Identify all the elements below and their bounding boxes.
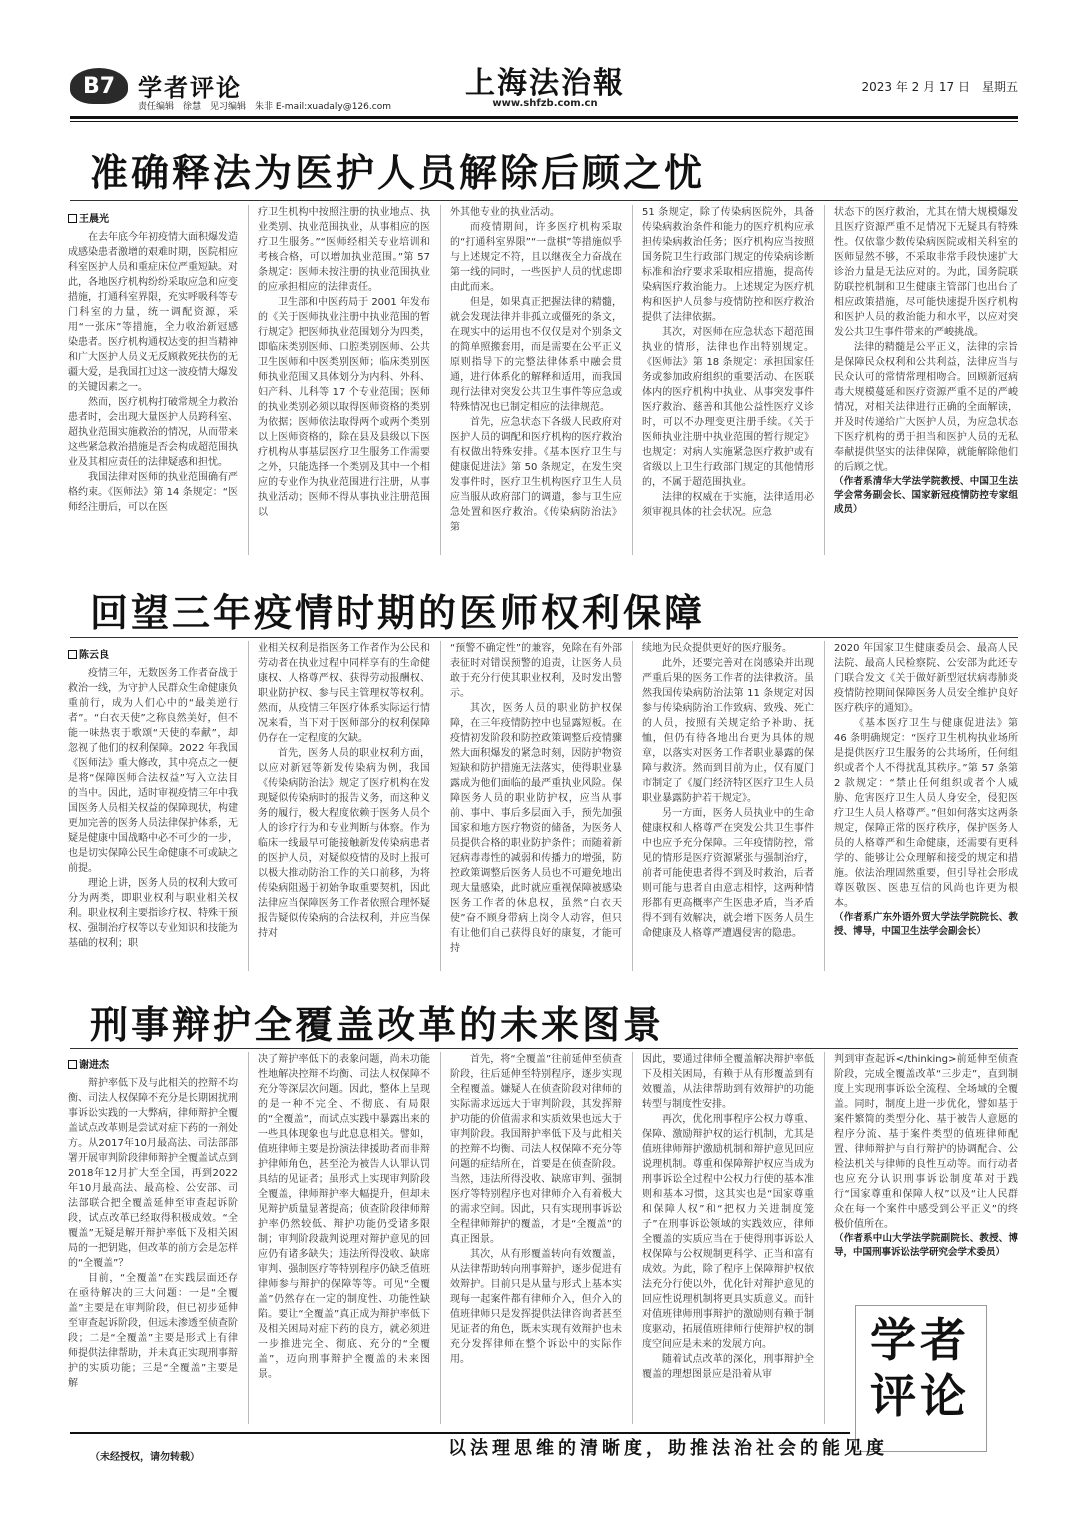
column-divider — [632, 641, 633, 971]
paragraph: 决了辩护率低下的表象问题，尚未功能性地解决控辩不均衡、司法人权保障不充分等深层次问题。因此，整体上呈现的是一种不完全、不彻底、有局限的“全覆盖”，而试点实践中暴露出来的一些具体现象也与此息息相关。譬如，值班律师主要是扮演法律援助者而非辩护律师角色，甚至沦为被告人认罪认罚具结的见证者；虽形式上实现审判阶段全覆盖，律师辩护率大幅提升，但却未见辩护质量显著提高；侦查阶段律师辩护率仍然较低、辩护功能仍受诸多限制；审判阶段裁判说理对辩护意见的回应仍有诸多缺失；违法所得没收、缺席审判、强制医疗等特别程序仍缺乏值班律师参与辩护的保障等等。可见“全覆盖”仍然存在一定的制度性、功能性缺陷。要让“全覆盖”真正成为辩护率低下及相关困局对症下药的良方，就必须进一步推进完全、彻底、充分的“全覆盖”，迈向刑事辩护全覆盖的未来图景。 — [258, 1054, 430, 1380]
section-title: 学者评论 — [138, 74, 242, 102]
article-1-column-3 — [450, 205, 622, 560]
paragraph: 《基本医疗卫生与健康促进法》第 46 条明确规定：“医疗卫生机构执业场所是提供医疗卫生服务的公共场所，任何组织或者个人不得扰乱其秩序。”第 57 条第 2 款规定：“禁止任何组织或者个人威胁、危害医疗卫生人员人身安全，侵犯医疗卫生人员人格尊严。”但如何落实这两条规定，保障正常的医疗秩序，保护医务人员的人格尊严和生命健康，还需要有更科学的、能够让公众理解和接受的规定和措施。依法治理固然重要，但引导社会形成尊医敬医、医患互信的风尚也许更为根本。 — [834, 718, 1018, 909]
article-2-column-3 — [450, 641, 622, 976]
article-2-author: 陈云良 — [68, 646, 109, 661]
article-3-column-4 — [642, 1052, 814, 1424]
copyright-notice: （未经授权，请勿转载） — [90, 1452, 200, 1463]
paragraph: 随着试点改革的深化，刑事辩护全覆盖的理想图景应是沿着从审 — [642, 1354, 814, 1380]
paragraph: 业相关权利是指医务工作者作为公民和劳动者在执业过程中同样享有的生命健康权、人格尊严权、获得劳动报酬权、职业防护权、参与民主管理权等权利。然而，从疫情三年医疗体系实际运行情况来看，当下对于医师部分的权利保障仍存在一定程度的欠缺。 — [258, 643, 430, 744]
editors-line: 责任编辑 徐慧 见习编辑 朱非 E-mail:xuadaly@126.com — [138, 102, 391, 112]
author-note: （作者系中山大学法学院副院长、教授、博导，中国刑事诉讼法学研究会学术委员） — [834, 1233, 1018, 1258]
paragraph: 2020 年国家卫生健康委员会、最高人民法院、最高人民检察院、公安部为此还专门联合发文《关于做好新型冠状病毒肺炎疫情防控期间保障医务人员安全维护良好医疗秩序的通知》。 — [834, 643, 1018, 714]
paragraph: 再次，优化刑事程序公权力尊重、保障、激励辩护权的运行机制，尤其是值班律师辩护激励机制和辩护意见回应说理机制。尊重和保障辩护权应当成为刑事诉讼全过程中公权力行使的基本准则和基本习惯，这其实也是“国家尊重和保障人权”和“把权力关进制度笼子”在刑事诉讼领域的实践效应，律师全覆盖的实质应当在于使得刑事诉讼人权保障与公权规制更科学、正当和富有成效。为此，除了程序上保障辩护权依法充分行使以外，优化针对辩护意见的回应性说理机制将更具实质意义。而针对值班律师刑事辩护的激励则有赖于制度驱动，拓展值班律师行使辩护权的制度空间应是未来的发展方向。 — [642, 1114, 814, 1350]
column-divider — [440, 205, 441, 555]
article-2-column-2 — [258, 641, 430, 976]
paragraph: “预警不确定性”的兼容，免除在有外部表征时对错误预警的追责，让医务人员敢于充分行使其职业权利，及时发出警示。 — [450, 643, 622, 699]
article-1-separator — [70, 200, 1018, 201]
website-url: www.shfzb.com.cn — [492, 98, 598, 109]
paragraph: 在去年底今年初疫情大面积爆发造成感染患者激增的艰难时期，医院相应科室医护人员和重症床位严重短缺。对此，各地医疗机构纷纷采取应急和应变措施，打通科室界限，充实呼吸科等专门科室的力量，统一调配资源，采用“一张床”等措施，全力收治新冠感染患者。医疗机构通权达变的担当精神和广大医护人员义无反顾救死扶伤的无疆大爱，是我国扛过这一波疫情大爆发的关键因素之一。 — [68, 232, 238, 393]
column-divider — [248, 641, 249, 971]
paragraph: 法律的精髓是公平正义，法律的宗旨是保障民众权利和公共利益，法律应当与民众认可的常情常理相吻合。回顾新冠病毒大规模蔓延和医疗资源严重不足的严峻情况，对相关法律进行正确的全面解读，并及时传递给广大医护人员，为应急状态下医疗机构的勇于担当和医护人员的无私奉献提供坚实的法律保障，就能解除他们的后顾之忧。 — [834, 342, 1018, 473]
column-divider — [632, 1052, 633, 1424]
paragraph: 卫生部和中医药局于 2001 年发布的《关于医师执业注册中执业范围的暂行规定》把医师执业范围划分为四类，即临床类别医师、口腔类别医师、公共卫生医师和中医类别医师；临床类别医师执业范围又具体划分为内科、外科、妇产科、儿科等 17 个专业范围；医师的执业类别必须以取得医师资格的类别为依据；医师依法取得两个或两个类别以上医师资格的，除在县及县级以下医疗机构从事基层医疗卫生服务工作需要之外，只能选择一个类别及其中一个相应的专业作为执业范围进行注册，从事执业活动；医师不得从事执业注册范围以 — [258, 297, 430, 518]
column-divider — [824, 641, 825, 971]
column-divider — [824, 1052, 825, 1424]
article-2-separator — [70, 637, 1018, 638]
column-divider — [440, 641, 441, 971]
masthead-logo: 上海法治報 — [465, 66, 625, 101]
paragraph: 另一方面，医务人员执业中的生命健康权和人格尊严在突发公共卫生事件中也应予充分保障。三年疫情防控，常见的情形是医疗资源紧张与强制治疗，前者可能使患者得不到及时救治，后者则可能与患者自由意志相悖，这两种情形都有更高概率产生医患矛盾，当矛盾得不到有效解决，就会增下医务人员生命健康及人格尊严遭遇侵害的隐患。 — [642, 808, 814, 939]
article-3-title: 刑事辩护全覆盖改革的未来图景 — [90, 1002, 665, 1047]
article-2-column-4 — [642, 641, 814, 976]
paragraph: 疫情三年，无数医务工作者奋战于救治一线，为守护人民群众生命健康负重前行，成为人们心中的“最美逆行者”。“白衣天使”之称良然美好，但不能一味热衷于歌颂“天使的奉献”，却忽视了他们的权利保障。2022 年我国《医师法》重大修改，其中亮点之一便是将“保障医师合法权益”写入立法目的当中。因此，适时审视疫情三年中我国医务人员相关权益的保障现状，构建更加完善的医务人员法律保护体系，无疑是健康中国战略中必不可少的一步，也是切实保障公民生命健康不可或缺之前提。 — [68, 668, 238, 874]
column-divider — [632, 205, 633, 555]
paragraph: 法律的权威在于实施，法律适用必须审视具体的社会状况。应急 — [642, 492, 814, 518]
article-3-author: 谢进杰 — [68, 1056, 109, 1071]
column-divider — [248, 1052, 249, 1424]
paragraph: 疗卫生机构中按照注册的执业地点、执业类别、执业范围执业，从事相应的医疗卫生服务。”“医师经相关专业培训和考核合格，可以增加执业范围。”第 57 条规定：医师未按注册的执业范围执业的应承担相应的法律责任。 — [258, 207, 430, 293]
article-1-column-2 — [258, 205, 430, 560]
article-3-column-1 — [68, 1076, 238, 1424]
paragraph: 续地为民众提供更好的医疗服务。 — [642, 643, 792, 654]
paragraph: 辩护率低下及与此相关的控辩不均衡、司法人权保障不充分是长期困扰刑事诉讼实践的一大弊病，律师辩护全覆盖试点改革则是尝试对症下药的一剂处方。从2017年10月最高法、司法部部署开展审判阶段律师辩护全覆盖试点到2018年12月扩大至全国，再到2022年10月最高法、最高检、公安部、司法部联合把全覆盖延伸至审查起诉阶段，试点改革已经取得积极成效。“全覆盖”无疑是解开辩护率低下及相关困局的一把钥匙，但改革的前方会是怎样的“全覆盖”？ — [68, 1078, 238, 1269]
paragraph: 理论上讲，医务人员的权利大致可分为两类，即职业权利与职业相关权利。职业权利主要指诊疗权、特殊干预权、强制治疗权等以专业知识和技能为基础的权利；职 — [68, 878, 238, 949]
paragraph: 其次，从有形覆盖转向有效覆盖，从法律帮助转向刑事辩护，逐步促进有效辩护。目前只是从量与形式上基本实现每一起案件都有律师介入，但介入的值班律师只是发挥提供法律咨询者甚至见证者的角色，既未实现有效辩护也未充分发挥律师在整个诉讼中的实际作用。 — [450, 1249, 622, 1365]
article-3-column-2 — [258, 1052, 430, 1424]
paragraph: 状态下的医疗救治，尤其在情大规模爆发且医疗资源严重不足情况下无疑具有特殊性。仅依靠少数传染病医院或相关科室的医师显然不够，不采取非常手段快速扩大诊治力量是无法应对的。为此，国务院联防联控机制和卫生健康主管部门也出台了相应政策措施，尽可能快速提升医疗机构和医护人员的救治能力和水平，以应对突发公共卫生事件带来的严峻挑战。 — [834, 207, 1018, 338]
article-1-author: 王晨光 — [68, 210, 109, 225]
paragraph: 其次，对医师在应急状态下超范围执业的情形，法律也作出特别规定。《医师法》第 18 条规定：承担国家任务或参加政府组织的重要活动、在医联体内的医疗机构中执业、从事突发事件医疗救治、慈善和其他公益性医疗义诊时，可以不办理变更注册手续。《关于医师执业注册中执业范围的暂行规定》也规定：对病人实施紧急医疗救护或有省级以上卫生行政部门规定的其他情形的，不属于超范围执业。 — [642, 327, 814, 488]
article-2-title: 回望三年疫情时期的医师权利保障 — [90, 590, 706, 635]
column-divider — [824, 205, 825, 555]
header-rule — [70, 116, 1018, 119]
paragraph: 首先，应急状态下各级人民政府对医护人员的调配和医疗机构的医疗救治有权做出特殊安排。《基本医疗卫生与健康促进法》第 50 条规定，在发生突发事件时，医疗卫生机构医疗卫生人员应当服从政府部门的调遣，参与卫生应急处置和医疗救治。《传染病防治法》第 — [450, 417, 622, 533]
header-rule-thin — [70, 121, 1018, 122]
paragraph: 判到审查起诉</thinking>前延伸至侦查阶段，完成全覆盖改革“三步走”，直到制度上实现刑事诉讼全流程、全场域的全覆盖。同时，制度上进一步优化，譬如基于案件繁简的类型分化、基于被告人意愿的程序分流、基于案件类型的值班律师配置、律师辩护与自行辩护的协调配合、公检法机关与律师的良性互动等。而行动者也应充分认识刑事诉讼制度革对于践行“国家尊重和保障人权”以及“让人民群众在每一个案件中感受到公平正义”的终极价值所在。 — [834, 1054, 1018, 1230]
paragraph: 而疫情期间，许多医疗机构采取的“打通科室界限”“一盘棋”等措施似乎与上述规定不符，且以继夜全力奋战在第一线的同时，一些医护人员的忧虑即由此而来。 — [450, 222, 622, 293]
paragraph: 我国法律对医师的执业范围确有严格约束。《医师法》第 14 条规定：“医师经注册后，可以在医 — [68, 472, 238, 513]
issue-date: 2023 年 2 月 17 日 星期五 — [861, 80, 1018, 94]
paragraph: 然而，医疗机构打破常规全力救治患者时，会出现大量医护人员跨科室、超执业范围实施救治的情况，从而带来这些紧急救治措施是否会构成超范围执业及其相应责任的法律疑惑和担忧。 — [68, 397, 238, 468]
article-3-column-3 — [450, 1052, 622, 1424]
paragraph: 首先，医务人员的职业权利方面，以应对新冠等新发传染病为例，我国《传染病防治法》规定了医疗机构在发现疑似传染病时的报告义务，而这种义务的履行，极大程度依赖于医务人员个人的诊疗行为和专业判断与体察。作为临床一线最早可能接触新发传染病患者的医护人员，对疑似疫情的及时上报可以极大推动防治工作的关口前移，为将传染病阻遏于初始争取重要契机，因此法律应当保障医务工作者依照合理怀疑报告疑似传染病的合法权利，并应当保持对 — [258, 748, 430, 939]
paragraph: 首先，将“全覆盖”往前延伸至侦查阶段，往后延伸至特别程序，逐步实现全程覆盖。嫌疑人在侦查阶段对律师的实际需求远远大于审判阶段，其发挥辩护功能的价值需求和实质效果也远大于审判阶段。我国辩护率低下及与此相关的控辩不均衡、司法人权保障不充分等问题的症结所在，首要是在侦查阶段。当然，违法所得没收、缺席审判、强制医疗等特别程序也对律师介入有着极大的需求空间。因此，只有实现刑事诉讼全程律师辩护的覆盖，才是“全覆盖”的真正图景。 — [450, 1054, 622, 1245]
article-1-column-4 — [642, 205, 814, 560]
article-2-column-5 — [834, 641, 1018, 976]
paragraph: 其次，医务人员的职业防护权保障，在三年疫情防控中也显露短板。在疫情初发阶段和防控政策调整后疫情骤然大面积爆发的紧急时刻，因防护物资短缺和防护措施无法落实，使得职业暴露成为他们面临的最严重执业风险。保障医务人员的职业防护权，应当从事前、事中、事后多层面入手，预先加强国家和地方医疗物资的储备，为医务人员提供合格的职业防护条件；而随着新冠病毒毒性的减弱和传播力的增强，防控政策调整后医务人员也不可避免地出现大量感染，此时就应重视保障被感染医务工作者的休息权，虽然“白衣天使”奋不顾身带病上岗令人动容，但只有让他们自己获得良好的康复，才能可持 — [450, 703, 622, 954]
article-3-separator — [70, 1048, 1018, 1049]
column-divider — [440, 1052, 441, 1424]
paragraph: 51 条规定，除了传染病医院外，具备传染病救治条件和能力的医疗机构应承担传染病救治任务；医疗机构应当按照国务院卫生行政部门规定的传染病诊断标准和治疗要求采取相应措施，提高传染病医疗救治能力。上述规定为医疗机构和医护人员参与疫情防控和医疗救治提供了法律依据。 — [642, 207, 814, 323]
column-stamp-text: 学者评论 — [870, 1313, 970, 1423]
paragraph: 因此，要通过律师全覆盖解决辩护率低下及相关困局，有赖于从有形覆盖到有效覆盖，从法律帮助到有效辩护的功能转型与制度性安排。 — [642, 1054, 814, 1110]
author-note: （作者系广东外语外贸大学法学院院长、教授、博导，中国卫生法学会副会长） — [834, 912, 1018, 937]
footer-slogan: 以法理思维的清晰度，助推法治社会的能见度 — [448, 1438, 888, 1459]
article-1-column-5 — [834, 205, 1018, 560]
column-divider — [248, 205, 249, 555]
article-3-column-5 — [834, 1052, 1018, 1298]
article-1-title: 准确释法为医护人员解除后顾之忧 — [90, 150, 706, 195]
paragraph: 但是，如果真正把握法律的精髓，就会发现法律并非孤立或僵死的条文，在现实中的运用也不仅仅是对个别条文的简单照搬套用，而是需要在公平正义原则指导下的完整法律体系中融会贯通，进行体系化的解释和适用，而我国现行法律对突发公共卫生事件等应急或特殊情况也已制定相应的法律规范。 — [450, 297, 622, 413]
paragraph: 目前，“全覆盖”在实践层面还存在亟待解决的三大问题：一是“全覆盖”主要是在审判阶段，但已初步延伸至审查起诉阶段，但远未渗透至侦查阶段；二是“全覆盖”主要是形式上有律师提供法律帮助，并未真正实现刑事辩护的实质功能；三是“全覆盖”主要是解 — [68, 1273, 238, 1389]
paragraph: 此外，还要完善对在岗感染并出现严重后果的医务工作者的法律救济。虽然我国传染病防治法第 11 条规定对因参与传染病防治工作致病、致残、死亡的人员，按照有关规定给予补助、抚恤，但仍有待各地出台更为具体的规章，以落实对医务工作者职业暴露的保障与救济。然而到目前为止，仅有厦门市制定了《厦门经济特区医疗卫生人员职业暴露防护若干规定》。 — [642, 658, 814, 804]
article-1-column-1 — [68, 230, 238, 560]
page-badge: B7 — [70, 68, 128, 104]
article-2-column-1 — [68, 666, 238, 976]
paragraph: 外其他专业的执业活动。 — [450, 207, 560, 218]
author-note: （作者系清华大学法学院教授、中国卫生法学会常务副会长、国家新冠疫情防控专家组成员） — [834, 476, 1018, 515]
